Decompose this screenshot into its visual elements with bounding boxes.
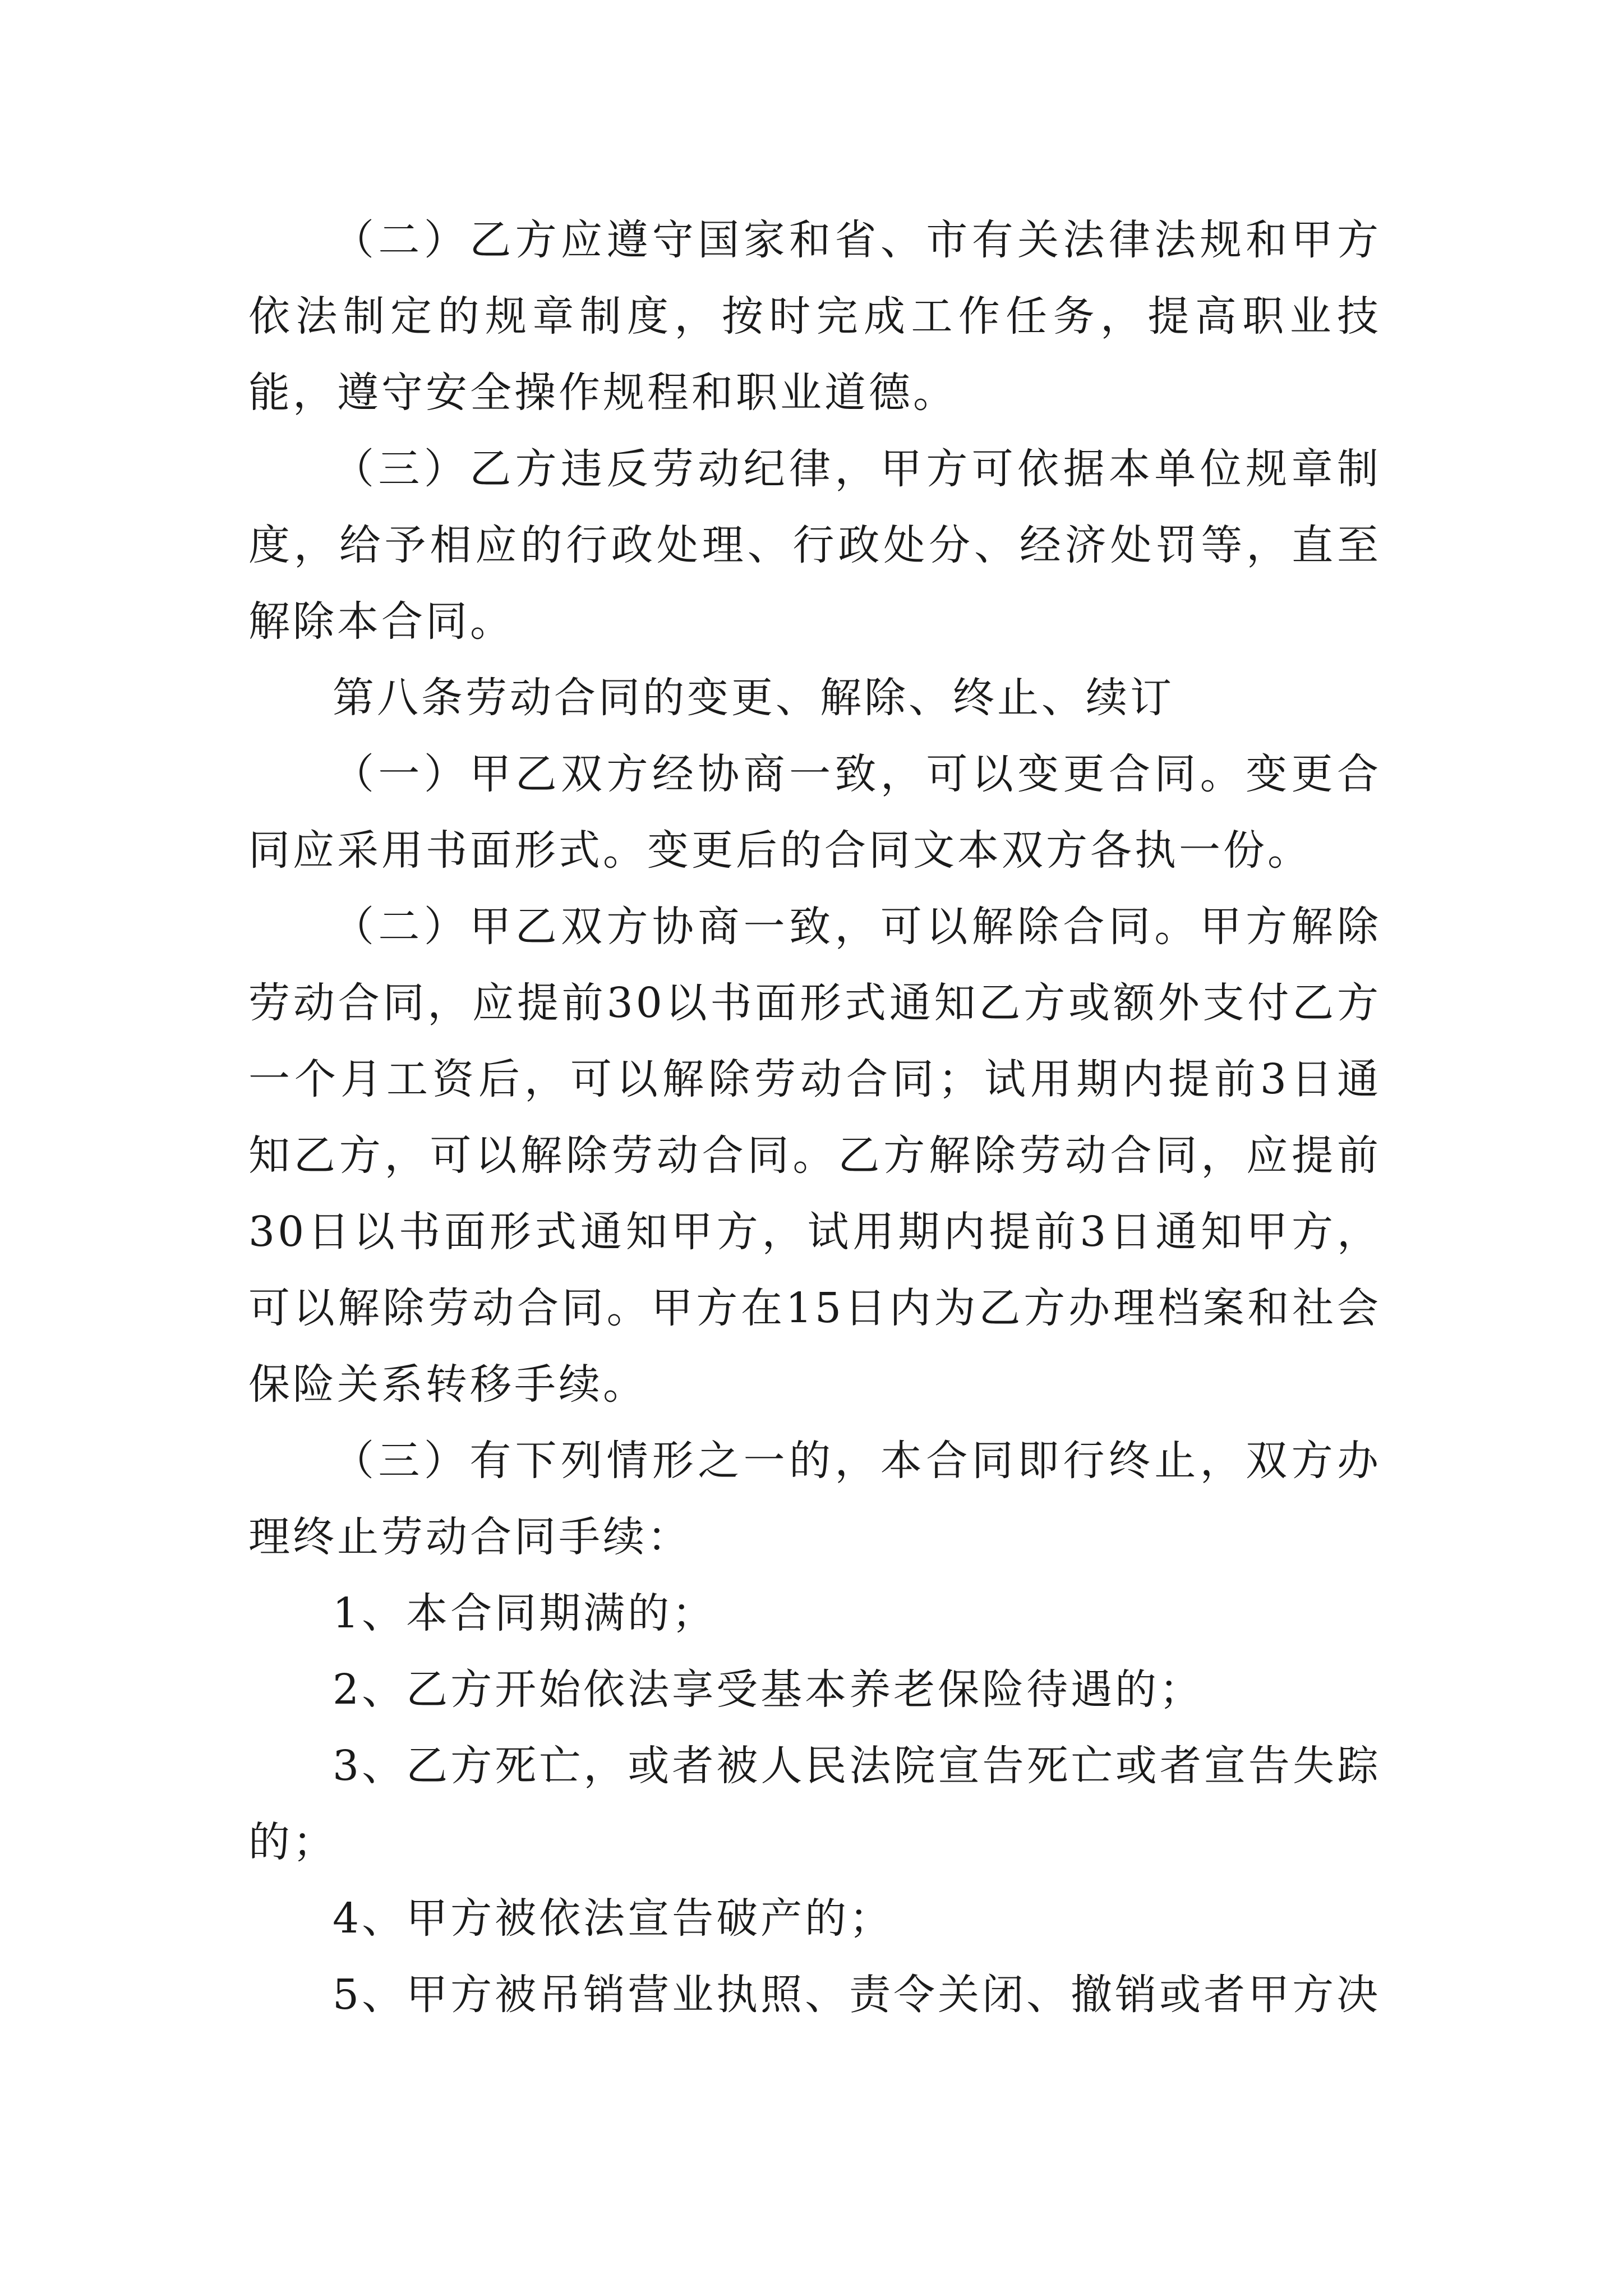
paragraph-2-employee-obligations: （二）乙方应遵守国家和省、市有关法律法规和甲方依法制定的规章制度，按时完成工作任务，提高职业技能，遵守安全操作规程和职业道德。: [248, 216, 1381, 417]
list-item-2: 2、乙方开始依法享受基本养老保险待遇的；: [333, 1665, 1204, 1714]
list-item-4: 4、甲方被依法宣告破产的；: [333, 1894, 894, 1943]
paragraph-3-contract-end: （三）有下列情形之一的，本合同即行终止，双方办理终止劳动合同手续：: [248, 1437, 1381, 1561]
list-item-3: 3、乙方死亡，或者被人民法院宣告死亡或者宣告失踪的；: [248, 1742, 1381, 1866]
paragraph-3-discipline: （三）乙方违反劳动纪律，甲方可依据本单位规章制度，给予相应的行政处理、行政处分、经济处罚等，直至解除本合同。: [248, 445, 1381, 646]
article-8-heading: 第八条劳动合同的变更、解除、终止、续订: [333, 674, 1174, 722]
document-body: [248, 202, 1381, 2033]
paragraph-1-contract-change: （一）甲乙双方经协商一致，可以变更合同。变更合同应采用书面形式。变更后的合同文本双方各执一份。: [248, 750, 1381, 875]
list-item-5: 5、甲方被吊销营业执照、责令关闭、撤销或者甲方决: [333, 1971, 1381, 2019]
paragraph-2-contract-termination: （二）甲乙双方协商一致，可以解除合同。甲方解除劳动合同，应提前30以书面形式通知乙方或额外支付乙方一个月工资后，可以解除劳动合同；试用期内提前3日通知乙方，可以解除劳动合同。乙方解除劳动合同，应提前30日以书面形式通知甲方，试用期内提前3日通知甲方，可以解除劳动合同。甲方在15日内为乙方办理档案和社会保险关系转移手续。: [248, 903, 1381, 1409]
list-item-1: 1、本合同期满的；: [333, 1589, 717, 1637]
